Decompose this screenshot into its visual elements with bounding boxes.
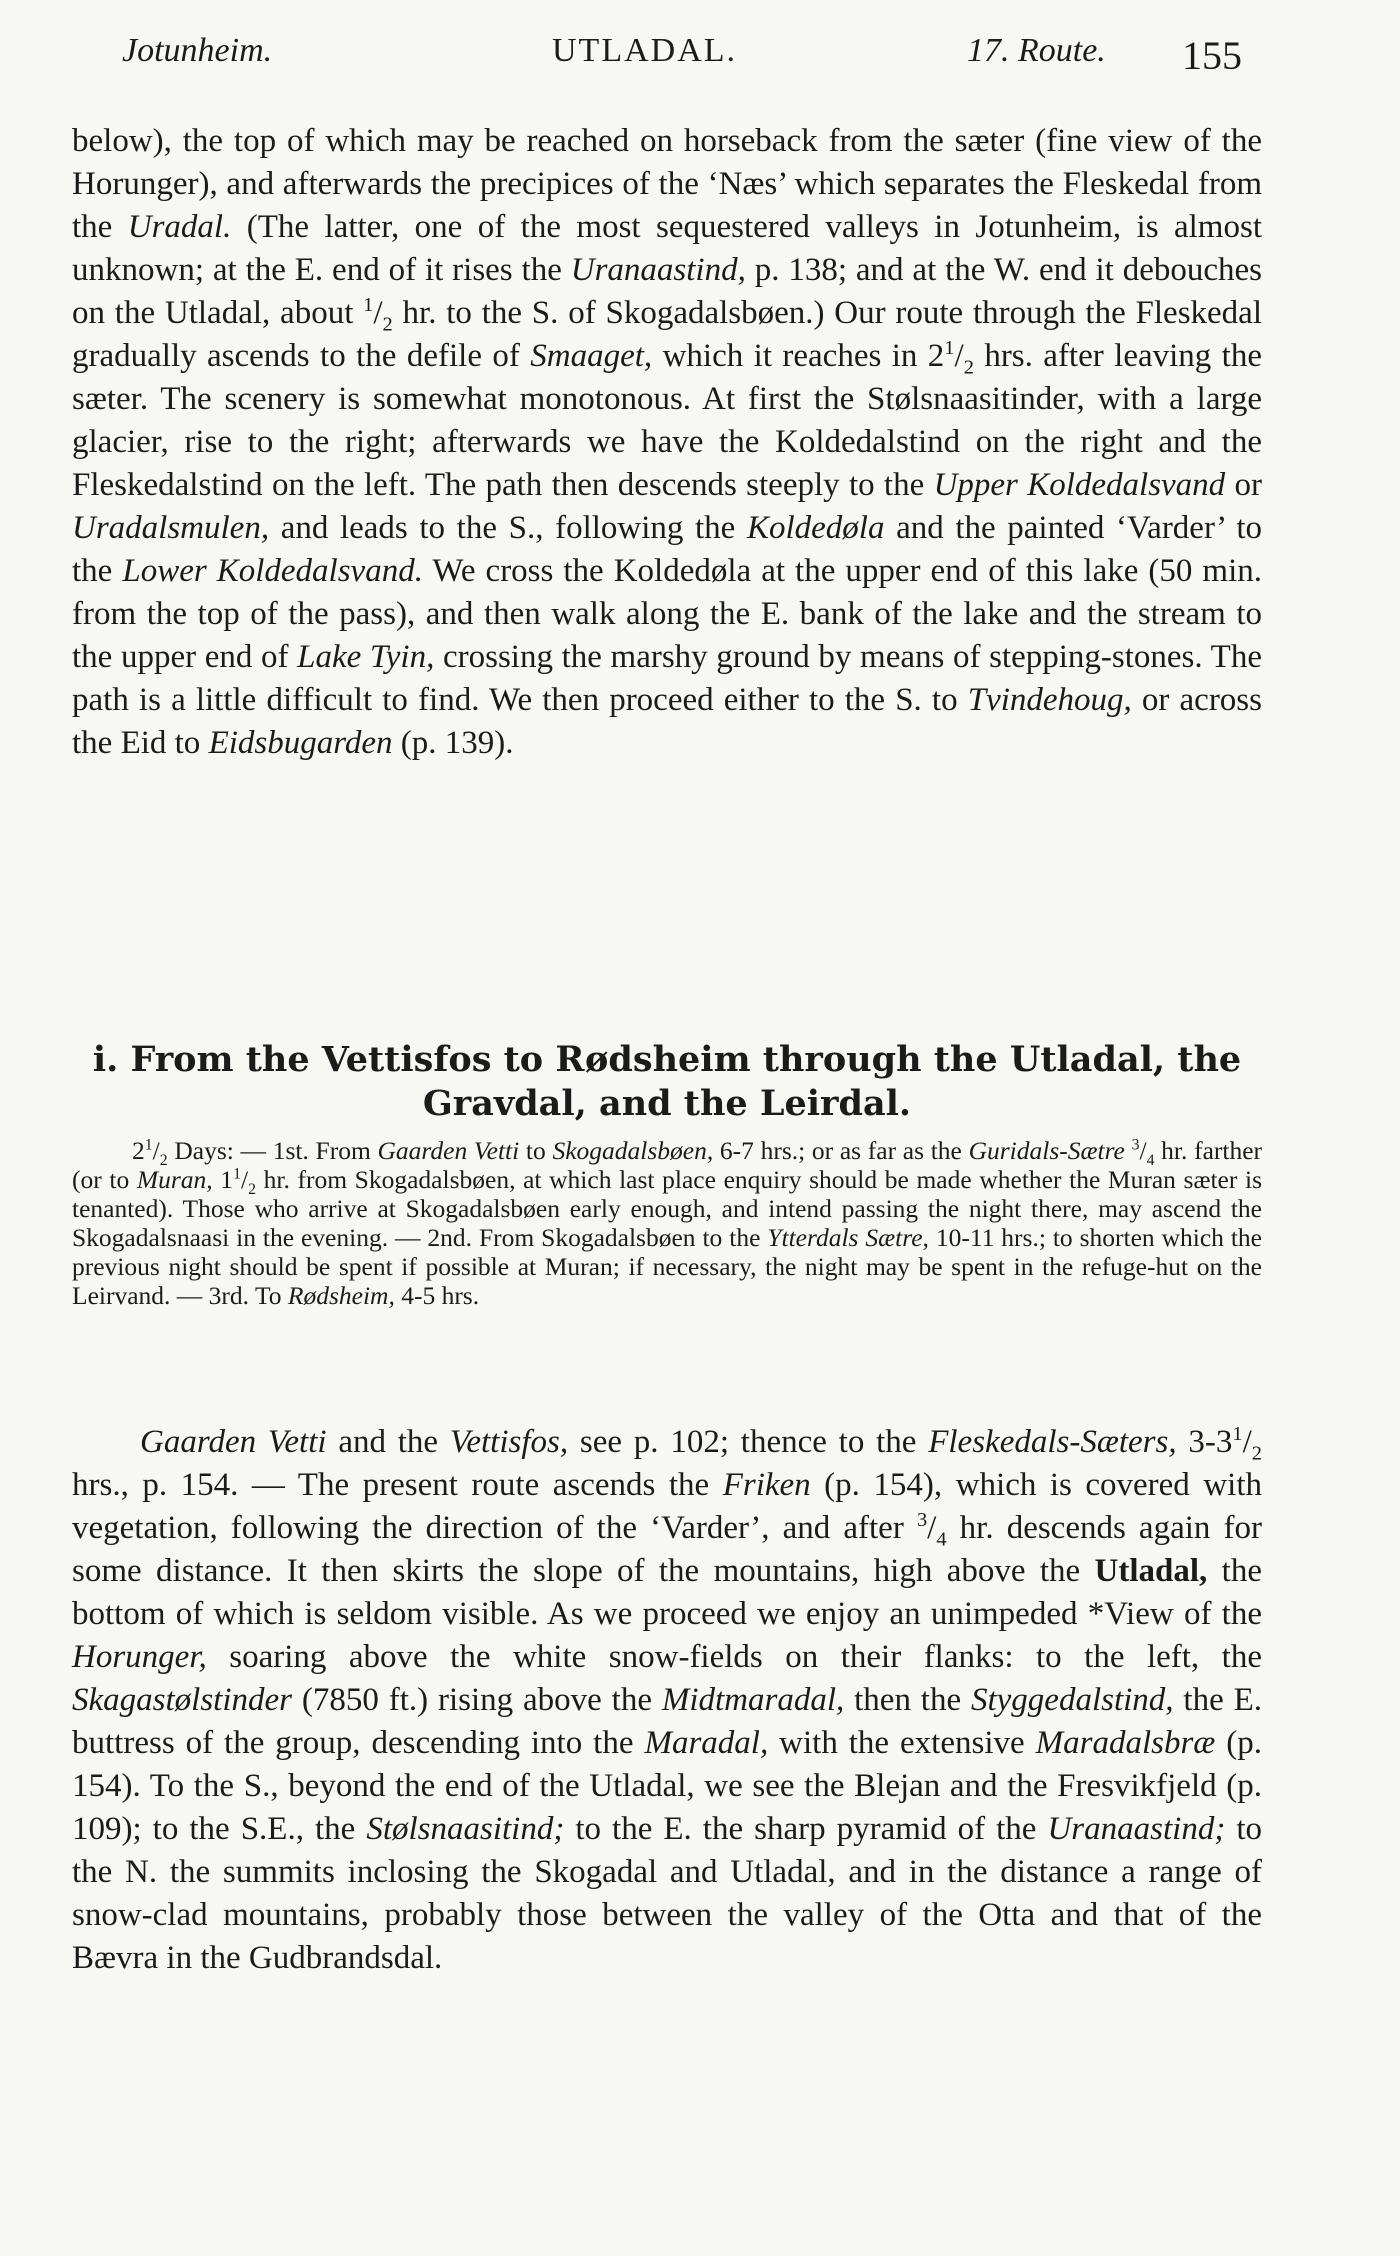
place-name: Skogadalsbøen, [552, 1136, 714, 1165]
place-name: Lake Tyin, [297, 639, 435, 675]
place-name: Vettisfos, [449, 1424, 569, 1460]
fraction-numerator: 3 [916, 1509, 928, 1531]
text-run: 4-5 hrs. [394, 1281, 480, 1310]
fraction-denominator: 4 [1146, 1152, 1155, 1170]
place-name: Guridals-Sætre [968, 1136, 1125, 1165]
text-run: Days: — 1st. From [167, 1136, 378, 1165]
text-run: We cross the Koldedøla at the upper end of this lake (50 min. from the top of the pass), and then walk along the E. bank of the lake and the stream to the upper end of [72, 553, 1262, 675]
place-name: Midtmaradal, [661, 1682, 845, 1718]
text-run: 3-3 [1176, 1424, 1233, 1460]
text-run: see p. 102; thence to the [568, 1424, 929, 1460]
section-heading: i. From the Vettisfos to Rødsheim through the Utladal, the Gravdal, and the Leirdal. [92, 1039, 1242, 1124]
header-region: Jotunheim. [122, 32, 273, 69]
place-name: Gaarden Vetti [377, 1136, 520, 1165]
place-name: Styggedalstind, [970, 1682, 1174, 1718]
bold-place-name: Utladal, [1094, 1553, 1208, 1589]
place-name: Friken [722, 1467, 811, 1503]
fraction-numerator: 3 [1131, 1136, 1140, 1154]
place-name: Uranaastind; [1047, 1811, 1226, 1847]
text-run: p. 138; and at the W. end it debouches on the Utladal, about [72, 252, 1262, 331]
place-name: Gaarden Vetti [140, 1424, 327, 1460]
paragraph: $2^1/_2$ Days: — 1st. From Gaarden Vetti to Skogadalsbøen, 6-7 hrs.; or as far as the Guridals-Sætre $^3/_4$ hr. farther (or to Muran, $1^1/_2$ hr. from Skogadalsbøen, at which last place enquiry should be made whether the Muran sæter is tenanted). Those who arrive at Skogadalsbøen early enough, and intend passing the night there, may ascend the Skogadalsnaasi in the evening. — 2nd. From Skogadalsbøen to the Ytterdals Sætre, 10-11 hrs.; to shorten which the previous night should be spent if possible at Muran; if necessary, the night may be spent in the refuge-hut on the Leirvand. — 3rd. To Rødsheim, 4-5 hrs. [72, 1136, 1263, 1310]
place-name: Rødsheim, [287, 1281, 395, 1310]
place-name: Ytterdals Sætre, [767, 1223, 929, 1252]
paragraph: Gaarden Vetti and the Vettisfos, see p. 102; thence to the Fleskedals-Sæters, $3-3^1/_2$ hrs., p. 154. — The present route ascends the Friken (p. 154), which is covered with vegetation, following the direction of the ‘Varder’, and after $^3/_4$ hr. descends again for some distance. It then skirts the slope of the mountains, high above the Utladal, the bottom of which is seldom visible. As we proceed we enjoy an unimpeded *View of the Horunger, soaring above the white snow-fields on their flanks: to the left, the Skagastølstinder (7850 ft.) rising above the Midtmaradal, then the Styggedalstind, the E. buttress of the group, descending into the Maradal, with the extensive Maradalsbræ (p. 154). To the S., beyond the end of the Utladal, we see the Blejan and the Fresvikfjeld (p. 109); to the S.E., the Stølsnaasitind; to the E. the sharp pyramid of the Uranaastind; to the N. the summits inclosing the Skogadal and Utladal, and in the distance a range of snow-clad mountains, probably those between the valley of the Otta and that of the Bævra in the Gudbrandsdal. [72, 1423, 1262, 1976]
fraction-denominator: 2 [1251, 1442, 1262, 1465]
fraction-denominator: 2 [248, 1181, 256, 1199]
place-name: Maradal, [644, 1725, 769, 1761]
place-name: Maradalsbræ [1035, 1725, 1216, 1761]
fraction-numerator: 1 [363, 294, 374, 316]
text-run: below), the top of which may be reached on horseback from the sæter (fine view of the Horunger), and afterwards the precipices of the ‘Næs’ which separates the Fleskedal from the [72, 123, 1262, 245]
fraction-numerator: 1 [1232, 1423, 1243, 1445]
text-run: and the painted ‘Varder’ to the [72, 510, 1262, 589]
place-name: Stølsnaasitind; [366, 1811, 565, 1847]
place-name: Koldedøla [746, 510, 885, 546]
text-run: and leads to the S., following the [269, 510, 747, 546]
place-name: Tvindehoug, [967, 682, 1132, 718]
paragraph: below), the top of which may be reached on horseback from the sæter (fine view of the Horunger), and afterwards the precipices of the ‘Næs’ which separates the Fleskedal from the Uradal. (The latter, one of the most sequestered valleys in Jotunheim, is almost unknown; at the E. end of it rises the Uranaastind, p. 138; and at the W. end it debouches on the Utladal, about $^1/_2$ hr. to the S. of Skogadalsbøen.) Our route through the Fleskedal gradually ascends to the defile of Smaaget, which it reaches in $2^1/_2$ hrs. after leaving the sæter. The scenery is somewhat monotonous. At first the Stølsnaasitinder, with a large glacier, rise to the right; afterwards we have the Koldedalstind on the right and the Fleskedalstind on the left. The path then descends steeply to the Upper Koldedalsvand or Uradalsmulen, and leads to the S., following the Koldedøla and the painted ‘Varder’ to the Lower Koldedalsvand. We cross the Koldedøla at the upper end of this lake (50 min. from the top of the pass), and then walk along the E. bank of the lake and the stream to the upper end of Lake Tyin, crossing the marshy ground by means of stepping-stones. The path is a little difficult to find. We then proceed either to the S. to Tvindehoug, or across the Eid to Eidsbugarden (p. 139). [72, 123, 1262, 761]
text-run: (p. 154), which is covered with vegetation, following the direction of the ‘Varder’, and after [72, 1467, 1262, 1546]
text-run: (p. 154). To the S., beyond the end of the Utladal, we see the Blejan and the Fresvikfjeld (p. 109); to the S.E., the [72, 1725, 1262, 1847]
text-run: (7850 ft.) rising above the [292, 1682, 662, 1718]
text-run: hr. to the S. of Skogadalsbøen.) Our route through the Fleskedal gradually ascends to the defile of [72, 295, 1262, 374]
place-name: Skagastølstinder [72, 1682, 292, 1718]
text-run: hr. from Skogadalsbøen, at which last place enquiry should be made whether the Muran sæter is tenanted). Those who arrive at Skogadalsbøen early enough, and intend passing the night there, may ascend the Skogadalsnaasi in the evening. — 2nd. From Skogadalsbøen to the [72, 1165, 1263, 1252]
text-run: or across the Eid to [72, 682, 1262, 761]
header-title: UTLADAL. [552, 32, 738, 69]
text-run: to [519, 1136, 553, 1165]
fraction-numerator: 1 [944, 337, 955, 359]
header-route: 17. Route. [967, 32, 1106, 69]
text-run: hrs., p. 154. — The present route ascends the [72, 1467, 723, 1503]
fraction-numerator: 1 [233, 1165, 241, 1183]
place-name: Lower Koldedalsvand. [122, 553, 423, 589]
text-run: to the N. the summits inclosing the Skogadal and Utladal, and in the distance a range of snow-clad mountains, probably those between the valley of the Otta and that of the Bævra in the Gudbrandsdal. [72, 1811, 1262, 1976]
running-header [122, 32, 1262, 82]
paragraph-continued [72, 120, 1262, 765]
text-run: hr. descends again for some distance. It then skirts the slope of the mountains, high above the [72, 1510, 1262, 1589]
text-run: soaring above the white snow-fields on their flanks: to the left, the [206, 1639, 1262, 1675]
place-name: Smaaget, [530, 338, 653, 374]
text-run: 2 [132, 1136, 145, 1165]
text-run: (p. 139). [392, 725, 514, 761]
fraction-denominator: 2 [159, 1152, 168, 1170]
route-description [72, 1421, 1262, 1980]
text-run: 6-7 hrs.; or as far as the [713, 1136, 969, 1165]
place-name: Upper Koldedalsvand [933, 467, 1226, 503]
text-run: the E. buttress of the group, descending into the [72, 1682, 1262, 1761]
text-run: which it reaches in 2 [652, 338, 945, 374]
text-run: the bottom of which is seldom visible. As we proceed we enjoy an unimpeded *View of the [72, 1553, 1262, 1632]
place-name: Uradal. [127, 209, 232, 245]
fraction-denominator: 2 [382, 313, 393, 336]
text-run: crossing the marshy ground by means of stepping-stones. The path is a little difficult to find. We then proceed either to the S. to [72, 639, 1262, 718]
page-number: 155 [1182, 33, 1242, 78]
text-run: 1 [212, 1165, 234, 1194]
place-name: Fleskedals-Sæters, [928, 1424, 1177, 1460]
fraction-denominator: 4 [936, 1528, 947, 1551]
place-name: Horunger, [72, 1639, 207, 1675]
place-name: Muran, [136, 1165, 213, 1194]
text-run: hrs. after leaving the sæter. The scenery is somewhat monotonous. At first the Stølsnaasitinder, with a large glacier, rise to the right; afterwards we have the Koldedalstind on the right and the Fleskedalstind on the left. The path then descends steeply to the [72, 338, 1262, 503]
text-run: and the [326, 1424, 450, 1460]
text-run: 10-11 hrs.; to shorten which the previous night should be spent if possible at Muran; if necessary, the night may be spent in the refuge-hut on the Leirvand. — 3rd. To [72, 1223, 1262, 1310]
fraction-denominator: 2 [963, 356, 974, 379]
text-run: to the E. the sharp pyramid of the [564, 1811, 1048, 1847]
text-run: hr. farther (or to [72, 1136, 1263, 1194]
text-run: then the [844, 1682, 971, 1718]
place-name: Eidsbugarden [208, 725, 393, 761]
fraction-numerator: 1 [144, 1136, 153, 1154]
text-run: (The latter, one of the most sequestered valleys in Jotunheim, is almost unknown; at the E. end of it rises the [72, 209, 1262, 288]
itinerary-summary [72, 1136, 1262, 1310]
text-run: or [1225, 467, 1262, 503]
place-name: Uranaastind, [570, 252, 746, 288]
text-run: with the extensive [768, 1725, 1036, 1761]
place-name: Uradalsmulen, [72, 510, 270, 546]
